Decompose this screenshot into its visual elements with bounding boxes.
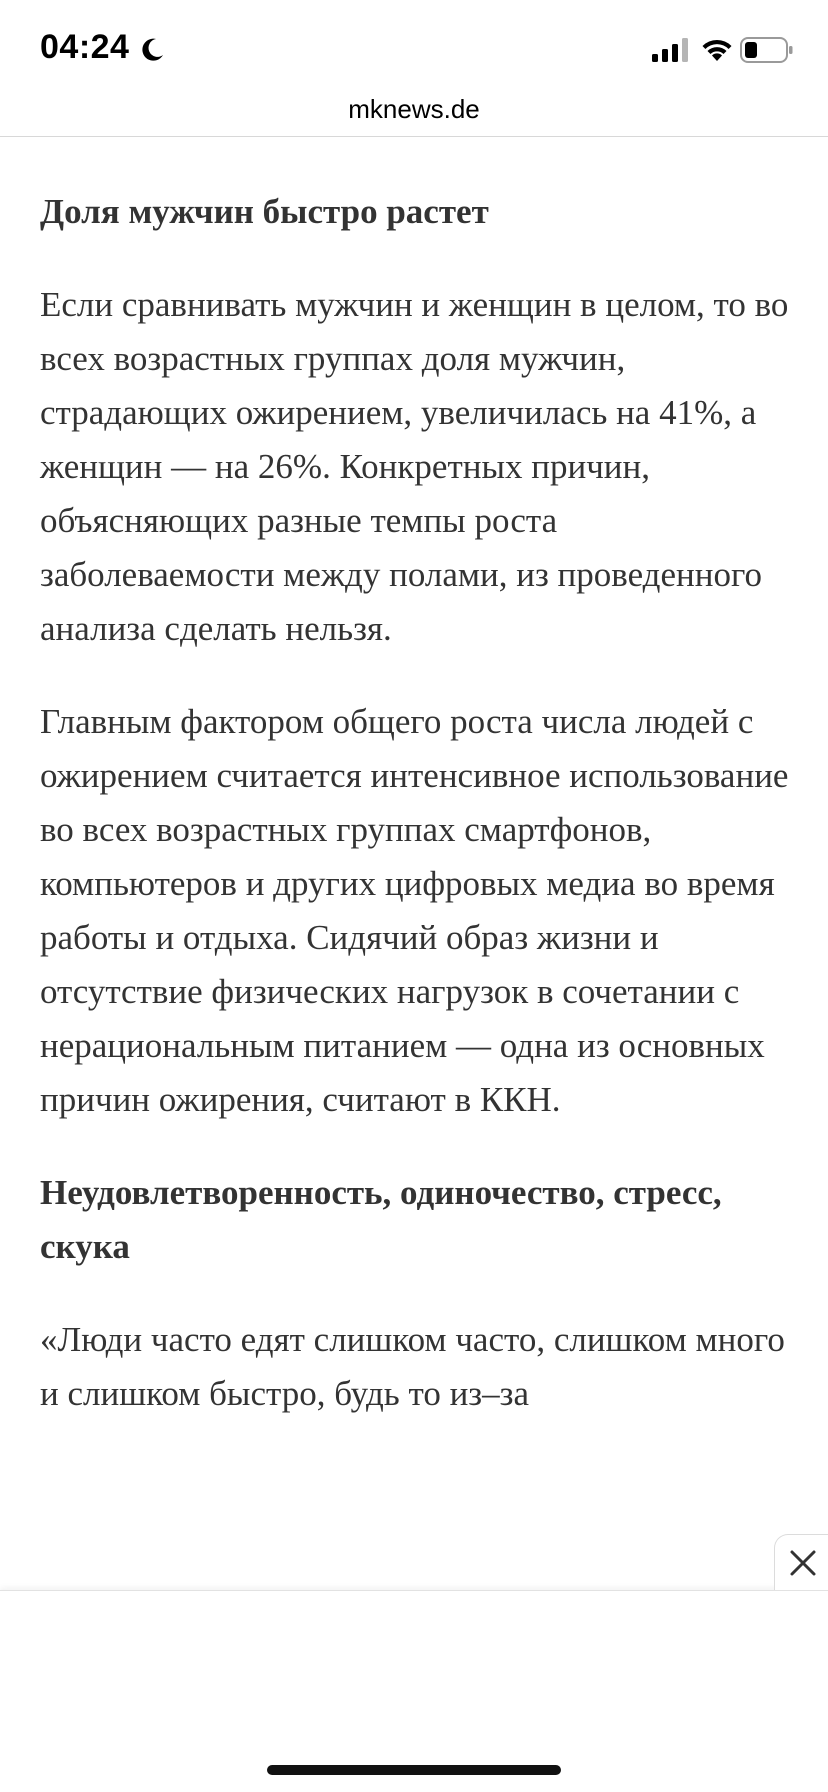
article-paragraph-1: Если сравнивать мужчин и женщин в целом, то во всех возрастных группах доля мужчин, страдающих ожирением, увеличилась на 41%, а женщин — на 26%. Конкретных причин, объясняющих разные темпы роста заболеваемости между полами, из проведенного анализа сделать нельзя. <box>40 285 789 648</box>
url-bar[interactable] <box>0 88 828 137</box>
battery-icon <box>740 36 794 64</box>
article-content <box>40 92 800 1460</box>
home-indicator[interactable] <box>267 1765 561 1775</box>
close-ad-button[interactable] <box>774 1534 828 1590</box>
bottom-ad-area <box>0 1590 828 1792</box>
article-heading-1: Доля мужчин быстро растет <box>40 192 489 231</box>
signal-icon <box>652 38 690 62</box>
status-bar <box>0 0 828 100</box>
article-paragraph-2: Главным фактором общего роста числа людей с ожирением считается интенсивное использование во всех возрастных группах смартфонов, компьютеров и других цифровых медиа во время работы и отдыха. Сидячий образ жизни и отсутствие физических нагрузок в сочетании с нерациональным питанием — одна из основных причин ожирения, считают в ККН. <box>40 702 789 1119</box>
status-time: 04:24 <box>40 28 130 66</box>
close-icon <box>788 1548 818 1578</box>
url-text[interactable]: mknews.de <box>348 94 480 124</box>
moon-icon <box>138 36 166 64</box>
article-paragraph-3: «Люди часто едят слишком часто, слишком много и слишком быстро, будь то из–за <box>40 1320 785 1413</box>
article-heading-2: Неудовлетворенность, одиночество, стресс, скука <box>40 1173 722 1266</box>
wifi-icon <box>700 36 734 62</box>
